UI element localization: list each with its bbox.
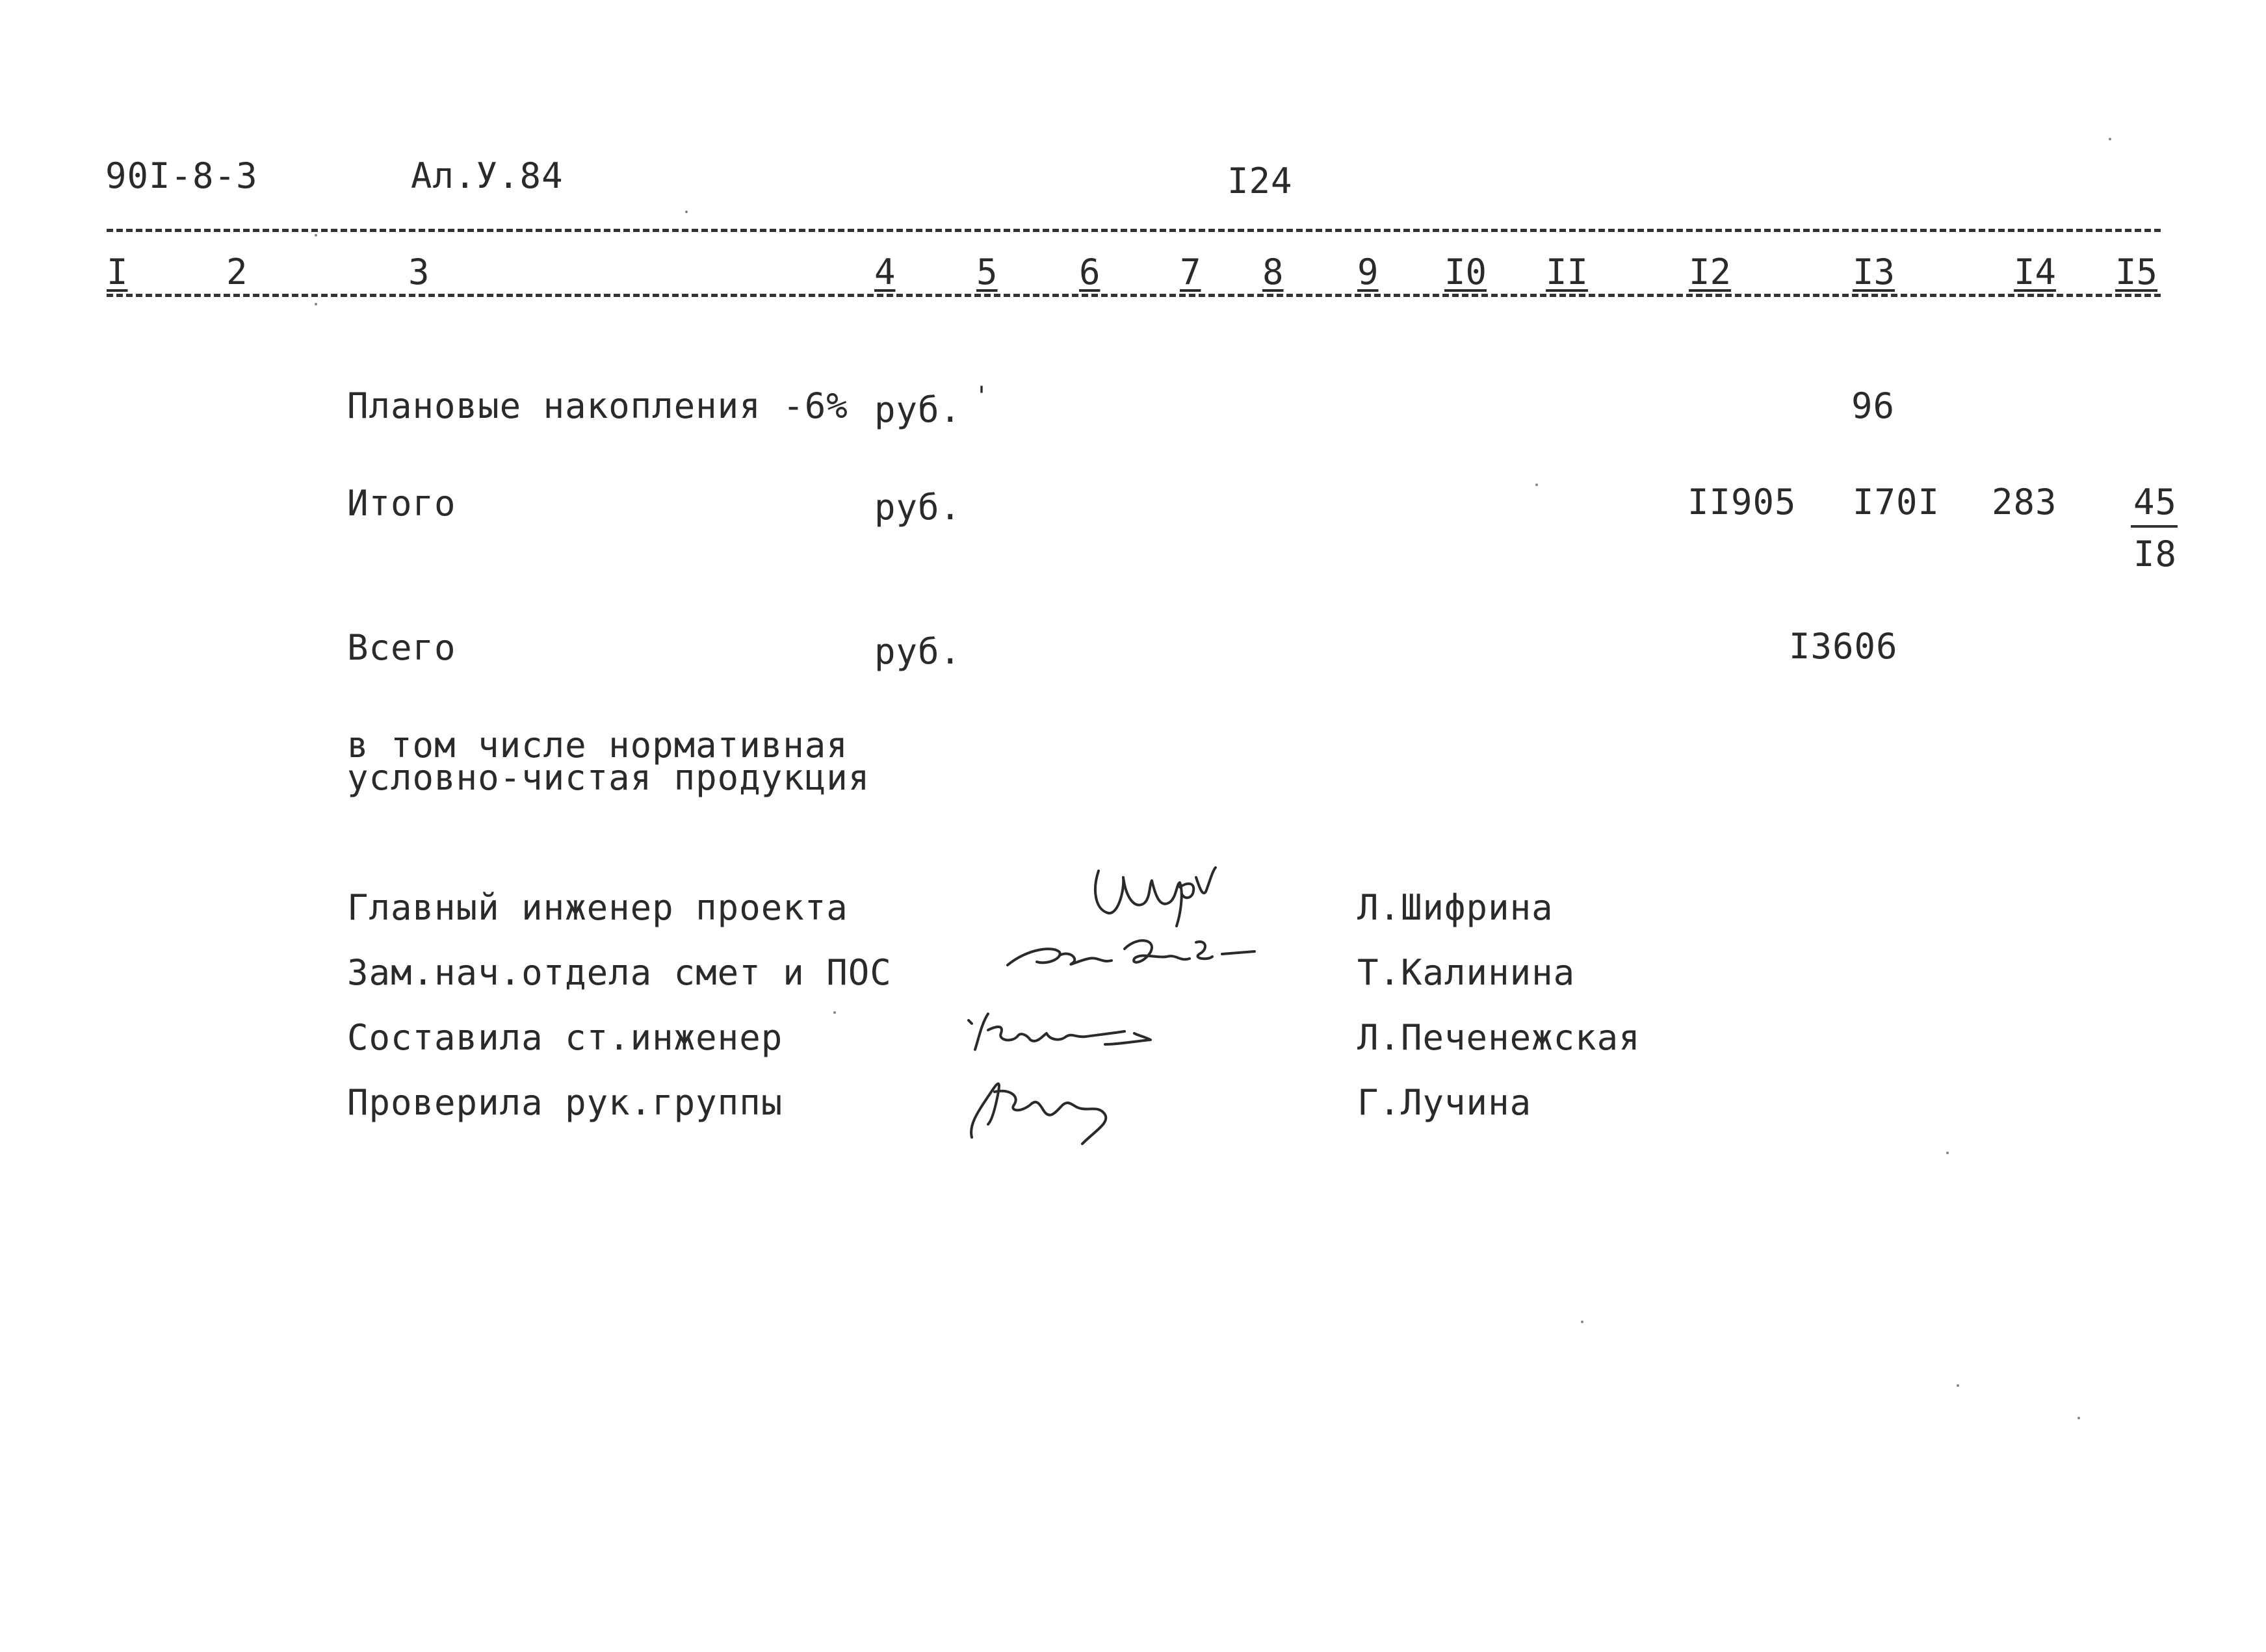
- column-number-10: I0: [1444, 252, 1487, 292]
- signature-name-4: Г.Лучина: [1357, 1082, 1532, 1123]
- signature-role-3: Составила ст.инженер: [347, 1017, 783, 1058]
- doc-code: 90I-8-3: [105, 155, 258, 196]
- column-number-2: 2: [226, 252, 248, 292]
- signature-name-1: Л.Шифрина: [1357, 887, 1554, 928]
- handwritten-signature-3: [956, 1004, 1164, 1063]
- scan-speck: [1946, 1152, 1949, 1154]
- handwritten-signature-1: [1079, 851, 1222, 929]
- scan-speck: [685, 211, 688, 213]
- scan-speck: [315, 234, 317, 237]
- planned-col13: 96: [1851, 385, 1895, 426]
- scan-speck: [2109, 138, 2111, 140]
- itogo-fraction-line: [2131, 525, 2178, 528]
- itogo-col15-numerator: 45: [2133, 482, 2178, 523]
- vsego-total: I3606: [1789, 626, 1898, 667]
- column-number-14: I4: [2014, 252, 2057, 292]
- column-number-1: I: [107, 252, 128, 292]
- scan-speck: [315, 303, 317, 305]
- stray-mark: ': [974, 381, 991, 411]
- scan-speck: [1581, 1321, 1583, 1323]
- column-number-6: 6: [1079, 252, 1100, 292]
- itogo-label: Итого: [347, 483, 456, 524]
- column-number-5: 5: [976, 252, 998, 292]
- itogo-col15-denominator: I8: [2133, 534, 2178, 574]
- column-number-4: 4: [874, 252, 896, 292]
- scan-speck: [2077, 1417, 2080, 1419]
- itogo-col12: II905: [1687, 482, 1797, 523]
- album-code: Ал.У.84: [411, 155, 564, 196]
- scan-speck: [833, 1011, 836, 1014]
- page-number: I24: [1227, 161, 1293, 201]
- column-number-7: 7: [1180, 252, 1201, 292]
- itogo-col13: I70I: [1853, 482, 1940, 523]
- itogo-col14: 283: [1992, 482, 2057, 523]
- signature-role-2: Зам.нач.отдела смет и ПОС: [347, 952, 892, 993]
- column-number-11: II: [1546, 252, 1589, 292]
- vsego-label: Всего: [347, 627, 456, 668]
- handwritten-signature-4: [959, 1066, 1128, 1150]
- handwritten-signature-2: [1001, 923, 1261, 981]
- column-number-13: I3: [1853, 252, 1895, 292]
- vsego-unit: руб.: [874, 631, 962, 672]
- scan-speck: [1535, 484, 1538, 486]
- signature-role-1: Главный инженер проекта: [347, 887, 848, 928]
- including-line-1: в том числе нормативная: [347, 725, 848, 766]
- column-number-9: 9: [1357, 252, 1379, 292]
- planned-unit: руб.: [874, 389, 962, 430]
- signature-name-2: Т.Калинина: [1357, 952, 1576, 993]
- column-number-3: 3: [408, 252, 430, 292]
- scan-speck: [1957, 1384, 1959, 1387]
- top-dashed-rule: [107, 229, 2161, 232]
- itogo-unit: руб.: [874, 487, 962, 528]
- planned-label: Плановые накопления -6%: [347, 385, 848, 426]
- column-number-12: I2: [1689, 252, 1732, 292]
- column-number-8: 8: [1262, 252, 1284, 292]
- signature-name-3: Л.Печенежская: [1357, 1017, 1641, 1058]
- bottom-dashed-rule: [107, 294, 2161, 297]
- including-line-2: условно-чистая продукция: [347, 757, 870, 798]
- signature-role-4: Проверила рук.группы: [347, 1082, 783, 1123]
- column-number-15: I5: [2115, 252, 2158, 292]
